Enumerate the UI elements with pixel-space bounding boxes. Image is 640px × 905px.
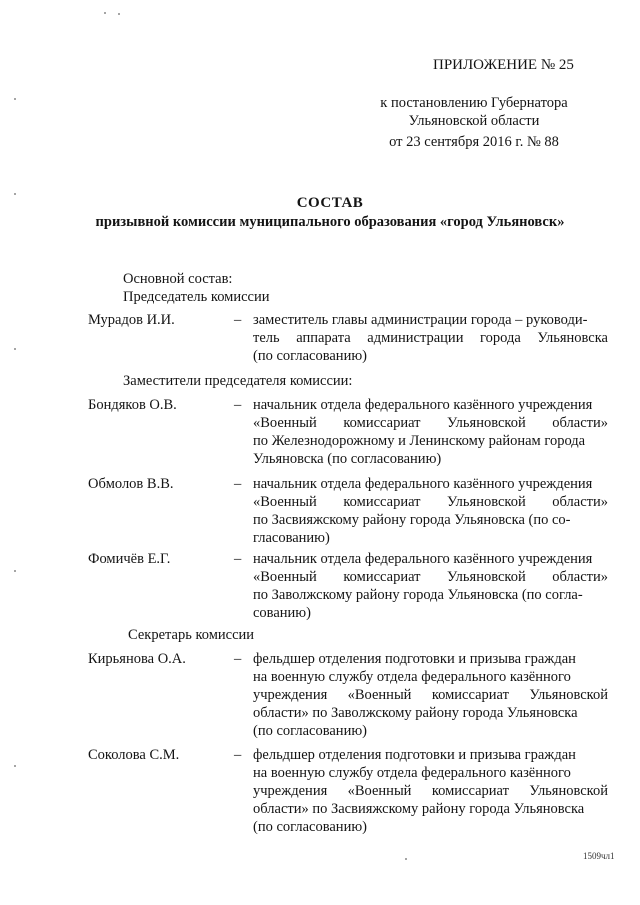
position-line: гласованию) bbox=[253, 530, 330, 546]
scan-speck bbox=[118, 13, 120, 15]
scan-speck bbox=[14, 98, 16, 100]
member-dash: – bbox=[234, 476, 242, 492]
position-line: учреждения «Военный комиссариат Ульяновской bbox=[253, 687, 608, 703]
position-line: по Железнодорожному и Ленинскому районам города bbox=[253, 433, 586, 449]
resolution-reference bbox=[354, 94, 594, 151]
member-dash: – bbox=[234, 551, 242, 567]
member-name: Обмолов В.В. bbox=[88, 476, 174, 492]
position-line: учреждения «Военный комиссариат Ульяновской bbox=[253, 783, 608, 799]
position-line: по Засвияжскому району города Ульяновска (по со- bbox=[253, 512, 571, 528]
document-title-block bbox=[60, 195, 600, 231]
scan-speck bbox=[14, 348, 16, 350]
member-position bbox=[253, 475, 608, 547]
position-line: области» по Заволжскому району города Ульяновска bbox=[253, 705, 578, 721]
position-line: области» по Засвияжскому району города Ульяновска bbox=[253, 801, 585, 817]
resolution-line: Ульяновской области bbox=[408, 113, 540, 129]
position-line: (по согласованию) bbox=[253, 819, 367, 835]
section-secretary: Секретарь комиссии bbox=[128, 627, 255, 643]
appendix-number: ПРИЛОЖЕНИЕ № 25 bbox=[433, 57, 574, 73]
scan-speck bbox=[14, 765, 16, 767]
member-dash: – bbox=[234, 397, 242, 413]
member-name: Соколова С.М. bbox=[88, 747, 180, 763]
section-deputies: Заместители председателя комиссии: bbox=[123, 373, 353, 389]
member-position bbox=[253, 311, 608, 365]
section-chairman: Председатель комиссии bbox=[123, 289, 270, 305]
position-line: фельдшер отделения подготовки и призыва граждан bbox=[253, 651, 576, 667]
scan-speck bbox=[104, 12, 106, 14]
position-line: тель аппарата администрации города Ульяновска bbox=[253, 330, 608, 346]
position-line: начальник отдела федерального казённого учреждения bbox=[253, 551, 593, 567]
position-line: на военную службу отдела федерального казённого bbox=[253, 765, 571, 781]
member-position bbox=[253, 396, 608, 468]
member-name: Кирьянова О.А. bbox=[88, 651, 186, 667]
document-subtitle: призывной комиссии муниципального образования «город Ульяновск» bbox=[95, 214, 565, 230]
position-line: (по согласованию) bbox=[253, 723, 367, 739]
document-code: 1509чл1 bbox=[583, 851, 615, 861]
position-line: «Военный комиссариат Ульяновской области» bbox=[253, 494, 608, 510]
position-line: начальник отдела федерального казённого учреждения bbox=[253, 476, 593, 492]
position-line: «Военный комиссариат Ульяновской области» bbox=[253, 569, 608, 585]
position-line: начальник отдела федерального казённого учреждения bbox=[253, 397, 593, 413]
document-title: СОСТАВ bbox=[296, 195, 364, 211]
resolution-line: к постановлению Губернатора bbox=[380, 95, 568, 111]
member-position bbox=[253, 650, 608, 740]
position-line: по Заволжскому району города Ульяновска (по согла- bbox=[253, 587, 583, 603]
position-line: Ульяновска (по согласованию) bbox=[253, 451, 442, 467]
member-name: Бондяков О.В. bbox=[88, 397, 177, 413]
member-position bbox=[253, 550, 608, 622]
member-name: Фомичёв Е.Г. bbox=[88, 551, 171, 567]
position-line: заместитель главы администрации города – руководи- bbox=[253, 312, 588, 328]
position-line: на военную службу отдела федерального казённого bbox=[253, 669, 571, 685]
position-line: «Военный комиссариат Ульяновской области» bbox=[253, 415, 608, 431]
position-line: сованию) bbox=[253, 605, 311, 621]
scan-speck bbox=[405, 858, 407, 860]
position-line: фельдшер отделения подготовки и призыва граждан bbox=[253, 747, 576, 763]
position-line: (по согласованию) bbox=[253, 348, 367, 364]
member-dash: – bbox=[234, 312, 242, 328]
member-dash: – bbox=[234, 747, 242, 763]
scan-speck bbox=[14, 193, 16, 195]
member-dash: – bbox=[234, 651, 242, 667]
member-name: Мурадов И.И. bbox=[88, 312, 175, 328]
section-main-composition: Основной состав: bbox=[123, 271, 233, 287]
scan-speck bbox=[14, 570, 16, 572]
member-position bbox=[253, 746, 608, 836]
resolution-line: от 23 сентября 2016 г. № 88 bbox=[389, 134, 559, 150]
